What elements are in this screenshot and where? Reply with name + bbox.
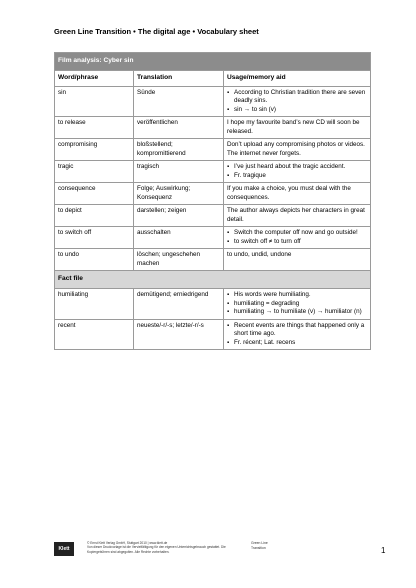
usage-item: ▪ sin → to sin (v) <box>227 106 367 115</box>
klett-logo: Klett <box>54 542 74 556</box>
table-row <box>55 289 371 320</box>
section-header <box>55 271 371 289</box>
translation-cell: neueste/-r/-s; letzte/-r/-s <box>134 319 224 350</box>
usage-item: ▪ Fr. tragique <box>227 172 367 181</box>
translation-cell: ausschalten <box>134 227 224 249</box>
page-number: 1 <box>381 546 386 555</box>
word-cell: to release <box>55 117 134 139</box>
word-cell: to depict <box>55 205 134 227</box>
usage-cell: to undo, undid, undone <box>224 249 371 271</box>
table-row <box>55 249 371 271</box>
series-name: Green Line <box>251 541 268 545</box>
usage-list <box>227 291 367 317</box>
page-title: Green Line Transition • The digital age • Vocabulary sheet <box>54 27 259 36</box>
table-row <box>55 319 371 350</box>
translation-cell: demütigend; erniedrigend <box>134 289 224 320</box>
translation-cell: bloßstellend; kompromittierend <box>134 139 224 161</box>
usage-list <box>227 322 367 348</box>
usage-item: ▪ Switch the computer off now and go outside! <box>227 229 367 238</box>
footer <box>54 541 384 561</box>
table-row <box>55 161 371 183</box>
usage-item: ▪ According to Christian tradition there are seven deadly sins. <box>227 89 367 106</box>
section-title: Fact file <box>55 271 371 289</box>
vocabulary-table <box>54 52 371 350</box>
translation-cell: Sünde <box>134 86 224 117</box>
word-cell: consequence <box>55 183 134 205</box>
usage-cell <box>224 86 371 117</box>
footer-legal <box>87 541 247 554</box>
column-header: Translation <box>134 70 224 86</box>
word-cell: tragic <box>55 161 134 183</box>
section-title: Film analysis: Cyber sin <box>55 53 371 71</box>
usage-item: ▪ humiliating = degrading <box>227 300 367 309</box>
table-row <box>55 183 371 205</box>
word-cell: humiliating <box>55 289 134 320</box>
table-row <box>55 205 371 227</box>
usage-cell: Don’t upload any compromising photos or videos. The internet never forgets. <box>224 139 371 161</box>
translation-cell: Folge; Auswirkung; Konsequenz <box>134 183 224 205</box>
table-row <box>55 227 371 249</box>
usage-cell: I hope my favourite band’s new CD will soon be released. <box>224 117 371 139</box>
usage-item: ▪ Recent events are things that happened only a short time ago. <box>227 322 367 339</box>
table-row <box>55 86 371 117</box>
table-row <box>55 139 371 161</box>
usage-item: ▪ to switch off ≠ to turn off <box>227 238 367 247</box>
word-cell: compromising <box>55 139 134 161</box>
usage-item: ▪ His words were humiliating. <box>227 291 367 300</box>
series-subtitle: Transition <box>251 545 266 550</box>
word-cell: recent <box>55 319 134 350</box>
translation-cell: darstellen; zeigen <box>134 205 224 227</box>
usage-list <box>227 229 367 246</box>
usage-item: ▪ I’ve just heard about the tragic accident. <box>227 163 367 172</box>
word-cell: to switch off <box>55 227 134 249</box>
column-header: Word/phrase <box>55 70 134 86</box>
translation-cell: veröffentlichen <box>134 117 224 139</box>
column-header: Usage/memory aid <box>224 70 371 86</box>
word-cell: sin <box>55 86 134 117</box>
series-label <box>251 541 268 551</box>
section-header <box>55 53 371 71</box>
translation-cell: tragisch <box>134 161 224 183</box>
usage-item: ▪ humiliating → to humiliate (v) → humiliator (n) <box>227 308 367 317</box>
word-cell: to undo <box>55 249 134 271</box>
usage-item: ▪ Fr. récent; Lat. recens <box>227 339 367 348</box>
usage-cell <box>224 319 371 350</box>
table-row <box>55 117 371 139</box>
usage-list <box>227 163 367 180</box>
column-header-row <box>55 70 371 86</box>
usage-cell <box>224 227 371 249</box>
copyright-text: © Ernst Klett Verlag GmbH, Stuttgart 2010 | www.klett.de <box>87 541 168 545</box>
translation-cell: löschen; ungeschehen machen <box>134 249 224 271</box>
usage-cell <box>224 289 371 320</box>
usage-list <box>227 89 367 115</box>
copy-notice: Von dieser Druckvorlage ist die Vervielfältigung für den eigenen Unterrichtsgebrauch gestattet. Die Kopiergebühren sind abgegolten. Alle Rechte vorbehalten. <box>87 545 226 554</box>
usage-cell <box>224 161 371 183</box>
usage-cell: The author always depicts her characters in great detail. <box>224 205 371 227</box>
usage-cell: If you make a choice, you must deal with the consequences. <box>224 183 371 205</box>
